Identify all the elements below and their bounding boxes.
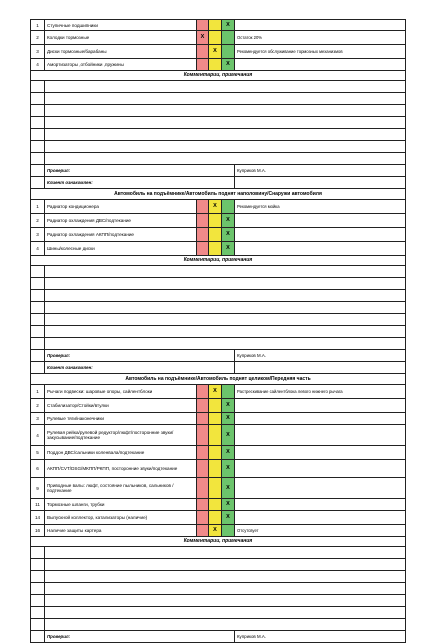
status-green-cell[interactable]: X bbox=[222, 499, 235, 511]
status-green-cell[interactable] bbox=[222, 385, 235, 399]
status-yellow-cell[interactable] bbox=[209, 228, 222, 242]
status-green-cell[interactable]: X bbox=[222, 478, 235, 499]
comment-line[interactable] bbox=[31, 105, 406, 117]
comment-line[interactable] bbox=[31, 266, 406, 278]
item-number: 4 bbox=[31, 59, 45, 71]
status-yellow-cell[interactable] bbox=[209, 478, 222, 499]
comment-line-field[interactable] bbox=[45, 290, 406, 302]
comment-line-margin bbox=[31, 81, 45, 93]
comment-line-margin bbox=[31, 141, 45, 153]
checked-by-label: Проверил: bbox=[45, 631, 235, 643]
status-yellow-cell[interactable] bbox=[209, 399, 222, 413]
item-comment: Остаток 20% bbox=[235, 31, 406, 45]
section-title: Автомобиль на подъёмнике/Автомобиль поднят наполовину/Снаружи автомобиля bbox=[31, 189, 406, 200]
table-row bbox=[31, 446, 406, 460]
status-yellow-cell[interactable] bbox=[209, 425, 222, 446]
comment-line[interactable] bbox=[31, 290, 406, 302]
signature-margin bbox=[31, 350, 45, 362]
status-yellow-cell[interactable] bbox=[209, 214, 222, 228]
comment-line[interactable] bbox=[31, 81, 406, 93]
comment-line[interactable] bbox=[31, 302, 406, 314]
comment-line-margin bbox=[31, 302, 45, 314]
comment-line-field[interactable] bbox=[45, 314, 406, 326]
status-red-cell[interactable] bbox=[197, 511, 209, 525]
comment-line-field[interactable] bbox=[45, 141, 406, 153]
status-green-cell[interactable]: X bbox=[222, 425, 235, 446]
comment-line-margin bbox=[31, 93, 45, 105]
status-green-cell[interactable]: X bbox=[222, 59, 235, 71]
table-row bbox=[31, 425, 406, 446]
item-name: Рычаги подвески: шаровые опоры, сайлентблоки bbox=[45, 385, 197, 399]
status-green-cell[interactable]: X bbox=[222, 242, 235, 256]
item-number: 16 bbox=[31, 525, 45, 537]
status-red-cell[interactable] bbox=[197, 525, 209, 537]
section-title: Автомобиль на подъёмнике/Автомобиль поднят целиком/Передняя часть bbox=[31, 374, 406, 385]
item-comment bbox=[235, 242, 406, 256]
comment-line-margin bbox=[31, 117, 45, 129]
comments-header: Комментарии, примечания bbox=[31, 71, 406, 81]
item-number: 3 bbox=[31, 228, 45, 242]
comment-line-field[interactable] bbox=[45, 302, 406, 314]
item-comment bbox=[235, 399, 406, 413]
signature-margin bbox=[31, 362, 45, 374]
comment-line-margin bbox=[31, 559, 45, 571]
comment-line-field[interactable] bbox=[45, 583, 406, 595]
item-number: 1 bbox=[31, 385, 45, 399]
item-number: 9 bbox=[31, 478, 45, 499]
comment-line-margin bbox=[31, 583, 45, 595]
item-number: 2 bbox=[31, 214, 45, 228]
comment-line-field[interactable] bbox=[45, 547, 406, 559]
item-comment: Отсутсвует bbox=[235, 525, 406, 537]
item-number: 1 bbox=[31, 200, 45, 214]
item-number: 1 bbox=[31, 20, 45, 31]
table-row bbox=[31, 385, 406, 399]
comment-line[interactable] bbox=[31, 571, 406, 583]
item-name: Рулевые тяги/наконечники bbox=[45, 413, 197, 425]
item-name: Рулевая рейка/рулевой редуктор/люфт/посторонние звуки/закусывание/подтекание bbox=[45, 425, 197, 446]
comment-line-margin bbox=[31, 290, 45, 302]
signature-margin bbox=[31, 177, 45, 189]
comment-line[interactable] bbox=[31, 326, 406, 338]
item-name: Тормозные шланги, трубки bbox=[45, 499, 197, 511]
item-number: 4 bbox=[31, 425, 45, 446]
item-comment bbox=[235, 460, 406, 478]
checked-by-value: Куприков М.А. bbox=[235, 350, 406, 362]
item-comment bbox=[235, 425, 406, 446]
comment-line-field[interactable] bbox=[45, 278, 406, 290]
item-comment bbox=[235, 499, 406, 511]
item-comment bbox=[235, 478, 406, 499]
item-name: Амортизаторы ,отбойники ,пружины bbox=[45, 59, 197, 71]
item-name: Радиатор охлаждения ДВС/подтекание bbox=[45, 214, 197, 228]
status-red-cell[interactable] bbox=[197, 59, 209, 71]
table-row bbox=[31, 214, 406, 228]
item-name: Ступичные подшипники bbox=[45, 20, 197, 31]
checked-by-label: Проверил: bbox=[45, 350, 235, 362]
client-acknowledged-label: Клиент ознакомлен: bbox=[45, 177, 235, 189]
item-name: Диски тормозные/барабаны bbox=[45, 45, 197, 59]
status-red-cell[interactable] bbox=[197, 228, 209, 242]
status-green-cell[interactable]: X bbox=[222, 511, 235, 525]
item-name: Радиатор кондиционера bbox=[45, 200, 197, 214]
item-number: 14 bbox=[31, 511, 45, 525]
status-red-cell[interactable] bbox=[197, 478, 209, 499]
inspection-sheet bbox=[30, 19, 405, 643]
client-acknowledged-value[interactable] bbox=[235, 362, 406, 374]
comment-line-margin bbox=[31, 619, 45, 631]
status-yellow-cell[interactable]: X bbox=[209, 45, 222, 59]
status-yellow-cell[interactable] bbox=[209, 446, 222, 460]
checked-by-value: Куприков М.А. bbox=[235, 165, 406, 177]
item-comment bbox=[235, 511, 406, 525]
comment-line-field[interactable] bbox=[45, 338, 406, 350]
table-row bbox=[31, 499, 406, 511]
status-yellow-cell[interactable]: X bbox=[209, 525, 222, 537]
status-green-cell[interactable]: X bbox=[222, 20, 235, 31]
status-green-cell[interactable]: X bbox=[222, 413, 235, 425]
status-red-cell[interactable] bbox=[197, 45, 209, 59]
comment-line-margin bbox=[31, 153, 45, 165]
item-comment: Рекомендуется мойка bbox=[235, 200, 406, 214]
comment-line-field[interactable] bbox=[45, 93, 406, 105]
comment-line[interactable] bbox=[31, 559, 406, 571]
status-red-cell[interactable] bbox=[197, 399, 209, 413]
comments-header: Комментарии, примечания bbox=[31, 537, 406, 547]
item-comment bbox=[235, 20, 406, 31]
item-number: 4 bbox=[31, 242, 45, 256]
item-name: Наличие защиты картера bbox=[45, 525, 197, 537]
status-yellow-cell[interactable] bbox=[209, 499, 222, 511]
item-name: Выпускной коллектор, катализаторы (наличие) bbox=[45, 511, 197, 525]
item-number: 2 bbox=[31, 399, 45, 413]
comment-line-margin bbox=[31, 338, 45, 350]
comment-line-margin bbox=[31, 266, 45, 278]
table-row bbox=[31, 45, 406, 59]
table-row bbox=[31, 200, 406, 214]
table-row bbox=[31, 228, 406, 242]
comment-line-field[interactable] bbox=[45, 607, 406, 619]
item-comment bbox=[235, 59, 406, 71]
item-name: Стабилизатор/Стойки/втулки bbox=[45, 399, 197, 413]
comment-line-field[interactable] bbox=[45, 153, 406, 165]
item-number: 5 bbox=[31, 446, 45, 460]
status-green-cell[interactable] bbox=[222, 45, 235, 59]
status-green-cell[interactable] bbox=[222, 31, 235, 45]
comment-line-field[interactable] bbox=[45, 559, 406, 571]
status-green-cell[interactable]: X bbox=[222, 446, 235, 460]
item-name: Приводные валы: люфт, состояние пыльников, сальников / подтекание bbox=[45, 478, 197, 499]
table-row bbox=[31, 399, 406, 413]
item-name: АКПП/CVT/DSG/МКПП/РКПП, посторонние звуки/подтекание bbox=[45, 460, 197, 478]
status-red-cell[interactable] bbox=[197, 214, 209, 228]
comment-line-field[interactable] bbox=[45, 595, 406, 607]
item-comment: Растрескивание сайлентблока левого нижнего рычага bbox=[235, 385, 406, 399]
comment-line-margin bbox=[31, 326, 45, 338]
checked-by-label: Проверил: bbox=[45, 165, 235, 177]
signature-margin bbox=[31, 631, 45, 643]
item-number: 2 bbox=[31, 31, 45, 45]
status-green-cell[interactable]: X bbox=[222, 460, 235, 478]
status-red-cell[interactable]: X bbox=[197, 31, 209, 45]
item-comment bbox=[235, 214, 406, 228]
status-yellow-cell[interactable] bbox=[209, 460, 222, 478]
table-row bbox=[31, 242, 406, 256]
status-green-cell[interactable]: X bbox=[222, 399, 235, 413]
table-row bbox=[31, 478, 406, 499]
status-red-cell[interactable] bbox=[197, 413, 209, 425]
table-row bbox=[31, 31, 406, 45]
table-row bbox=[31, 460, 406, 478]
status-red-cell[interactable] bbox=[197, 242, 209, 256]
comment-line-field[interactable] bbox=[45, 619, 406, 631]
status-red-cell[interactable] bbox=[197, 460, 209, 478]
comment-line[interactable] bbox=[31, 129, 406, 141]
comment-line-margin bbox=[31, 129, 45, 141]
comment-line-field[interactable] bbox=[45, 105, 406, 117]
comment-line[interactable] bbox=[31, 583, 406, 595]
status-red-cell[interactable] bbox=[197, 446, 209, 460]
comment-line-margin bbox=[31, 314, 45, 326]
comment-line-margin bbox=[31, 607, 45, 619]
status-green-cell[interactable] bbox=[222, 200, 235, 214]
status-yellow-cell[interactable] bbox=[209, 59, 222, 71]
item-name: Шины/колесные диски bbox=[45, 242, 197, 256]
comment-line[interactable] bbox=[31, 607, 406, 619]
signature-margin bbox=[31, 165, 45, 177]
inspection-table bbox=[30, 19, 406, 643]
status-yellow-cell[interactable] bbox=[209, 511, 222, 525]
item-number: 3 bbox=[31, 45, 45, 59]
comment-line[interactable] bbox=[31, 595, 406, 607]
comment-line[interactable] bbox=[31, 547, 406, 559]
comment-line[interactable] bbox=[31, 93, 406, 105]
comment-line-margin bbox=[31, 105, 45, 117]
comment-line[interactable] bbox=[31, 619, 406, 631]
status-red-cell[interactable] bbox=[197, 499, 209, 511]
status-green-cell[interactable]: X bbox=[222, 228, 235, 242]
comment-line[interactable] bbox=[31, 117, 406, 129]
comment-line-margin bbox=[31, 547, 45, 559]
table-row bbox=[31, 20, 406, 31]
comment-line-field[interactable] bbox=[45, 571, 406, 583]
status-green-cell[interactable] bbox=[222, 525, 235, 537]
comment-line[interactable] bbox=[31, 141, 406, 153]
status-yellow-cell[interactable]: X bbox=[209, 200, 222, 214]
table-row bbox=[31, 59, 406, 71]
comment-line-field[interactable] bbox=[45, 326, 406, 338]
comment-line-margin bbox=[31, 278, 45, 290]
status-yellow-cell[interactable] bbox=[209, 31, 222, 45]
status-red-cell[interactable] bbox=[197, 20, 209, 31]
comment-line[interactable] bbox=[31, 153, 406, 165]
status-yellow-cell[interactable]: X bbox=[209, 385, 222, 399]
checked-by-value: Куприков М.А. bbox=[235, 631, 406, 643]
client-acknowledged-label: Клиент ознакомлен: bbox=[45, 362, 235, 374]
status-red-cell[interactable] bbox=[197, 425, 209, 446]
item-number: 3 bbox=[31, 413, 45, 425]
item-name: Радиатор охлаждения АКПП/подтекание bbox=[45, 228, 197, 242]
client-acknowledged-value[interactable] bbox=[235, 177, 406, 189]
comment-line[interactable] bbox=[31, 314, 406, 326]
item-name: Поддон ДВС/сальники коленвала/подтекание bbox=[45, 446, 197, 460]
status-green-cell[interactable]: X bbox=[222, 214, 235, 228]
comment-line-field[interactable] bbox=[45, 81, 406, 93]
table-row bbox=[31, 413, 406, 425]
comment-line-margin bbox=[31, 571, 45, 583]
comment-line-margin bbox=[31, 595, 45, 607]
comment-line[interactable] bbox=[31, 338, 406, 350]
item-comment bbox=[235, 228, 406, 242]
comments-header: Комментарии, примечания bbox=[31, 256, 406, 266]
comment-line[interactable] bbox=[31, 278, 406, 290]
table-row bbox=[31, 511, 406, 525]
status-red-cell[interactable] bbox=[197, 385, 209, 399]
item-comment bbox=[235, 413, 406, 425]
item-number: 6 bbox=[31, 460, 45, 478]
table-row bbox=[31, 525, 406, 537]
comment-line-field[interactable] bbox=[45, 117, 406, 129]
status-yellow-cell[interactable] bbox=[209, 20, 222, 31]
item-name: Колодки тормозные bbox=[45, 31, 197, 45]
item-comment bbox=[235, 446, 406, 460]
comment-line-field[interactable] bbox=[45, 266, 406, 278]
status-red-cell[interactable] bbox=[197, 200, 209, 214]
status-yellow-cell[interactable] bbox=[209, 242, 222, 256]
status-yellow-cell[interactable] bbox=[209, 413, 222, 425]
comment-line-field[interactable] bbox=[45, 129, 406, 141]
item-number: 11 bbox=[31, 499, 45, 511]
item-comment: Рекомендуется обслуживание тормозных механизмов bbox=[235, 45, 406, 59]
